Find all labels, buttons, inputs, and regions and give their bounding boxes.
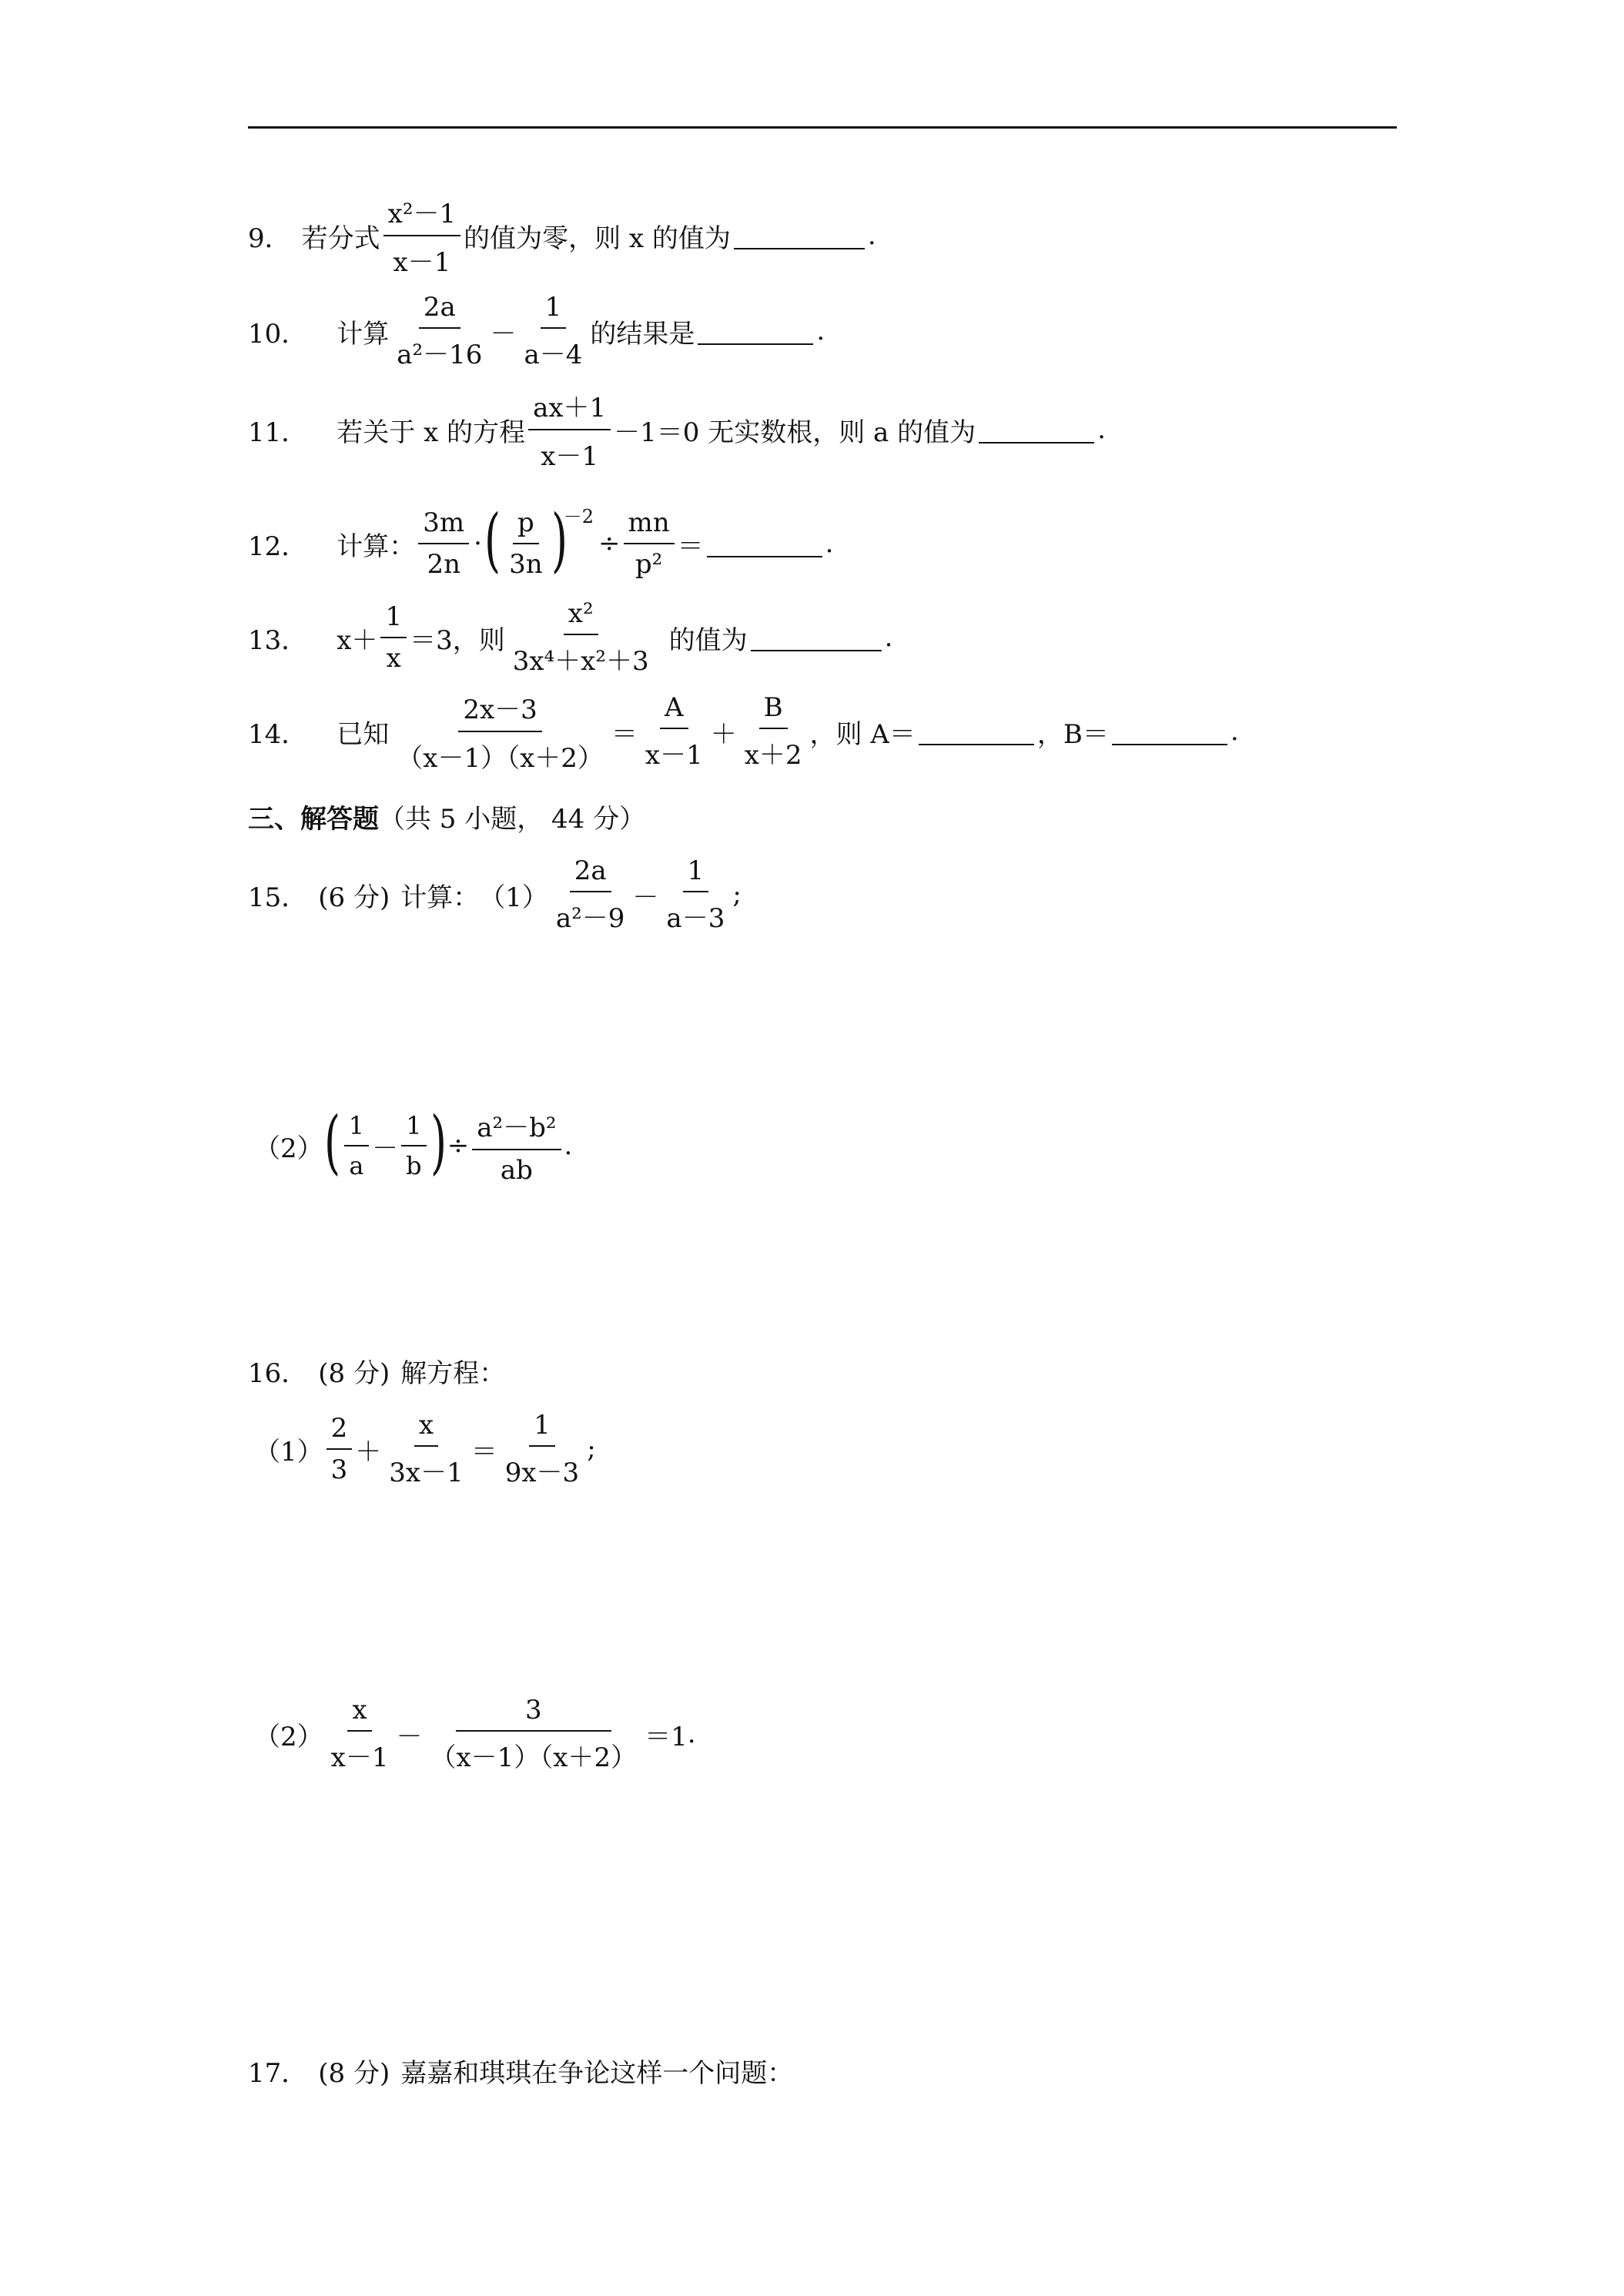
question-text: 的值为 (668, 624, 748, 656)
section-title: 三、解答题 (248, 803, 379, 835)
fraction: $\frac{B}{x+2}$ (744, 691, 802, 771)
question-15-part-2: （2） ( $\frac{1}{a}$ － $\frac{1}{b}$ ) ÷ $\frac{\text{a²－b²}}{ab}$ . (254, 1102, 573, 1186)
fraction: $\frac{2a}{\text{a²－9}}$ (555, 855, 625, 934)
question-number: 17． (248, 2057, 308, 2089)
part-tag: （2） (254, 1721, 323, 1752)
fraction: $\frac{\text{x²－1}}{x-1}$ (383, 192, 460, 279)
question-text: 嘉嘉和琪琪在争论这样一个问题： (400, 2057, 794, 2089)
question-9: 9． 若分式 $\frac{\text{x²－1}}{x-1}$ 的值为零，则 x 的值为 . (248, 197, 876, 274)
fraction: $\frac{x}{x-1}$ (330, 1694, 389, 1773)
fraction: $\frac{A}{x-1}$ (645, 691, 703, 771)
question-number: 13． (248, 624, 308, 656)
fraction: $\frac{\text{x²}}{\text{3x⁴＋x²＋3}}$ (512, 597, 649, 677)
fraction: $\frac{1}{x}$ (380, 601, 407, 674)
question-16-part-2: （2） $\frac{x}{x-1}$ － $\frac{3}{(x-1)(x+2)}$ ＝1 . (254, 1694, 696, 1773)
question-text: 计算： (400, 882, 480, 913)
fraction: $\frac{2a}{\text{a²－16}}$ (397, 291, 483, 370)
question-number: 10． (248, 318, 308, 350)
fraction: $\frac{x}{3x-1}$ (389, 1409, 464, 1488)
fraction: $\frac{p}{3n}$ (509, 507, 543, 580)
left-paren: ( (484, 500, 501, 581)
section-detail: （共 5 小题， 44 分） (379, 803, 646, 835)
fraction: $\frac{1}{9x-3}$ (504, 1409, 580, 1488)
question-text: x＋ (337, 624, 378, 656)
question-score: (6 分) (318, 882, 390, 913)
fraction: $\frac{3m}{2n}$ (418, 507, 469, 580)
question-text: 的结果是 (590, 318, 695, 350)
question-text: 解方程： (400, 1357, 506, 1389)
answer-blank[interactable] (698, 317, 813, 345)
fraction: $\frac{1}{a}$ (344, 1111, 369, 1180)
question-text: 已知 (337, 718, 390, 750)
left-paren: ( (323, 1102, 340, 1183)
question-13: 13． x＋ $\frac{1}{x}$ ＝3，则 $\frac{\text{x²}}{\text{3x⁴＋x²＋3}}$ 的值为 . (248, 597, 893, 677)
answer-blank[interactable] (734, 222, 865, 249)
answer-blank-b[interactable] (1112, 718, 1227, 745)
question-score: (8 分) (318, 1357, 390, 1389)
question-number: 16． (248, 1357, 308, 1389)
section-header (248, 793, 645, 839)
question-text: ，B＝ (1036, 718, 1109, 750)
question-16-part-1: （1） $\frac{2}{3}$ ＋ $\frac{x}{3x-1}$ ＝ $\frac{1}{9x-3}$ ; (254, 1409, 596, 1488)
question-number: 15． (248, 882, 308, 913)
fraction: $\frac{1}{b}$ (401, 1111, 426, 1180)
part-tag: （2） (254, 1133, 323, 1164)
fraction: $\frac{2}{3}$ (326, 1413, 353, 1485)
question-text: 若分式 (301, 223, 380, 254)
fraction: $\frac{mn}{\text{p²}}$ (624, 507, 675, 580)
right-paren: ) (551, 500, 568, 581)
question-16 (248, 1336, 505, 1405)
question-number: 11． (248, 417, 308, 448)
question-text: ＝3，则 (410, 624, 505, 656)
question-number: 9． (248, 223, 291, 254)
question-text: －1＝0 无实数根，则 a 的值为 (614, 417, 976, 448)
question-number: 14． (248, 718, 308, 750)
question-text: 的值为零，则 x 的值为 (464, 223, 731, 254)
answer-blank-a[interactable] (919, 718, 1034, 745)
question-number: 12． (248, 530, 308, 562)
header-rule (248, 126, 1397, 129)
part-tag: （1） (479, 882, 548, 913)
fraction: $\frac{1}{a-4}$ (524, 291, 583, 370)
question-score: (8 分) (318, 2057, 390, 2089)
question-12: 12． 计算： $\frac{3m}{2n}$ · ( $\frac{p}{3n}$ ) －2 ÷ $\frac{mn}{\text{p²}}$ ＝ . (248, 500, 834, 581)
answer-blank[interactable] (979, 416, 1094, 443)
fraction: $\frac{\text{a²－b²}}{ab}$ (472, 1106, 561, 1186)
question-10: 10． 计算 $\frac{2a}{\text{a²－16}}$ － $\frac{1}{a-4}$ 的结果是 . (248, 291, 825, 370)
question-text: 计算 (337, 318, 390, 350)
part-tag: （1） (254, 1436, 323, 1468)
question-text: 计算： (337, 530, 416, 562)
fraction: $\frac{3}{(x-1)(x+2)}$ (430, 1694, 638, 1773)
answer-blank[interactable] (707, 530, 822, 557)
answer-blank[interactable] (751, 624, 882, 651)
right-paren: ) (430, 1102, 447, 1183)
question-11: 11． 若关于 x 的方程 $\frac{ax+1}{x-1}$ －1＝0 无实数根，则 a 的值为 . (248, 391, 1106, 468)
fraction: $\frac{ax+1}{x-1}$ (528, 387, 611, 473)
fraction: $\frac{2x-3}{(x-1)(x+2)}$ (392, 688, 608, 775)
question-14: 14． 已知 $\frac{2x-3}{(x-1)(x+2)}$ ＝ $\frac{A}{x-1}$ ＋ $\frac{B}{x+2}$ ，则 A＝ ，B＝ . (248, 693, 1239, 770)
question-text: ，则 A＝ (809, 718, 916, 750)
question-15: 15． (6 分) 计算： （1） $\frac{2a}{\text{a²－9}}$ － $\frac{1}{a-3}$ ; (248, 855, 742, 934)
exponent: －2 (563, 505, 594, 527)
question-17 (248, 2036, 793, 2105)
question-text: 若关于 x 的方程 (337, 417, 526, 448)
fraction: $\frac{1}{a-3}$ (666, 855, 725, 934)
